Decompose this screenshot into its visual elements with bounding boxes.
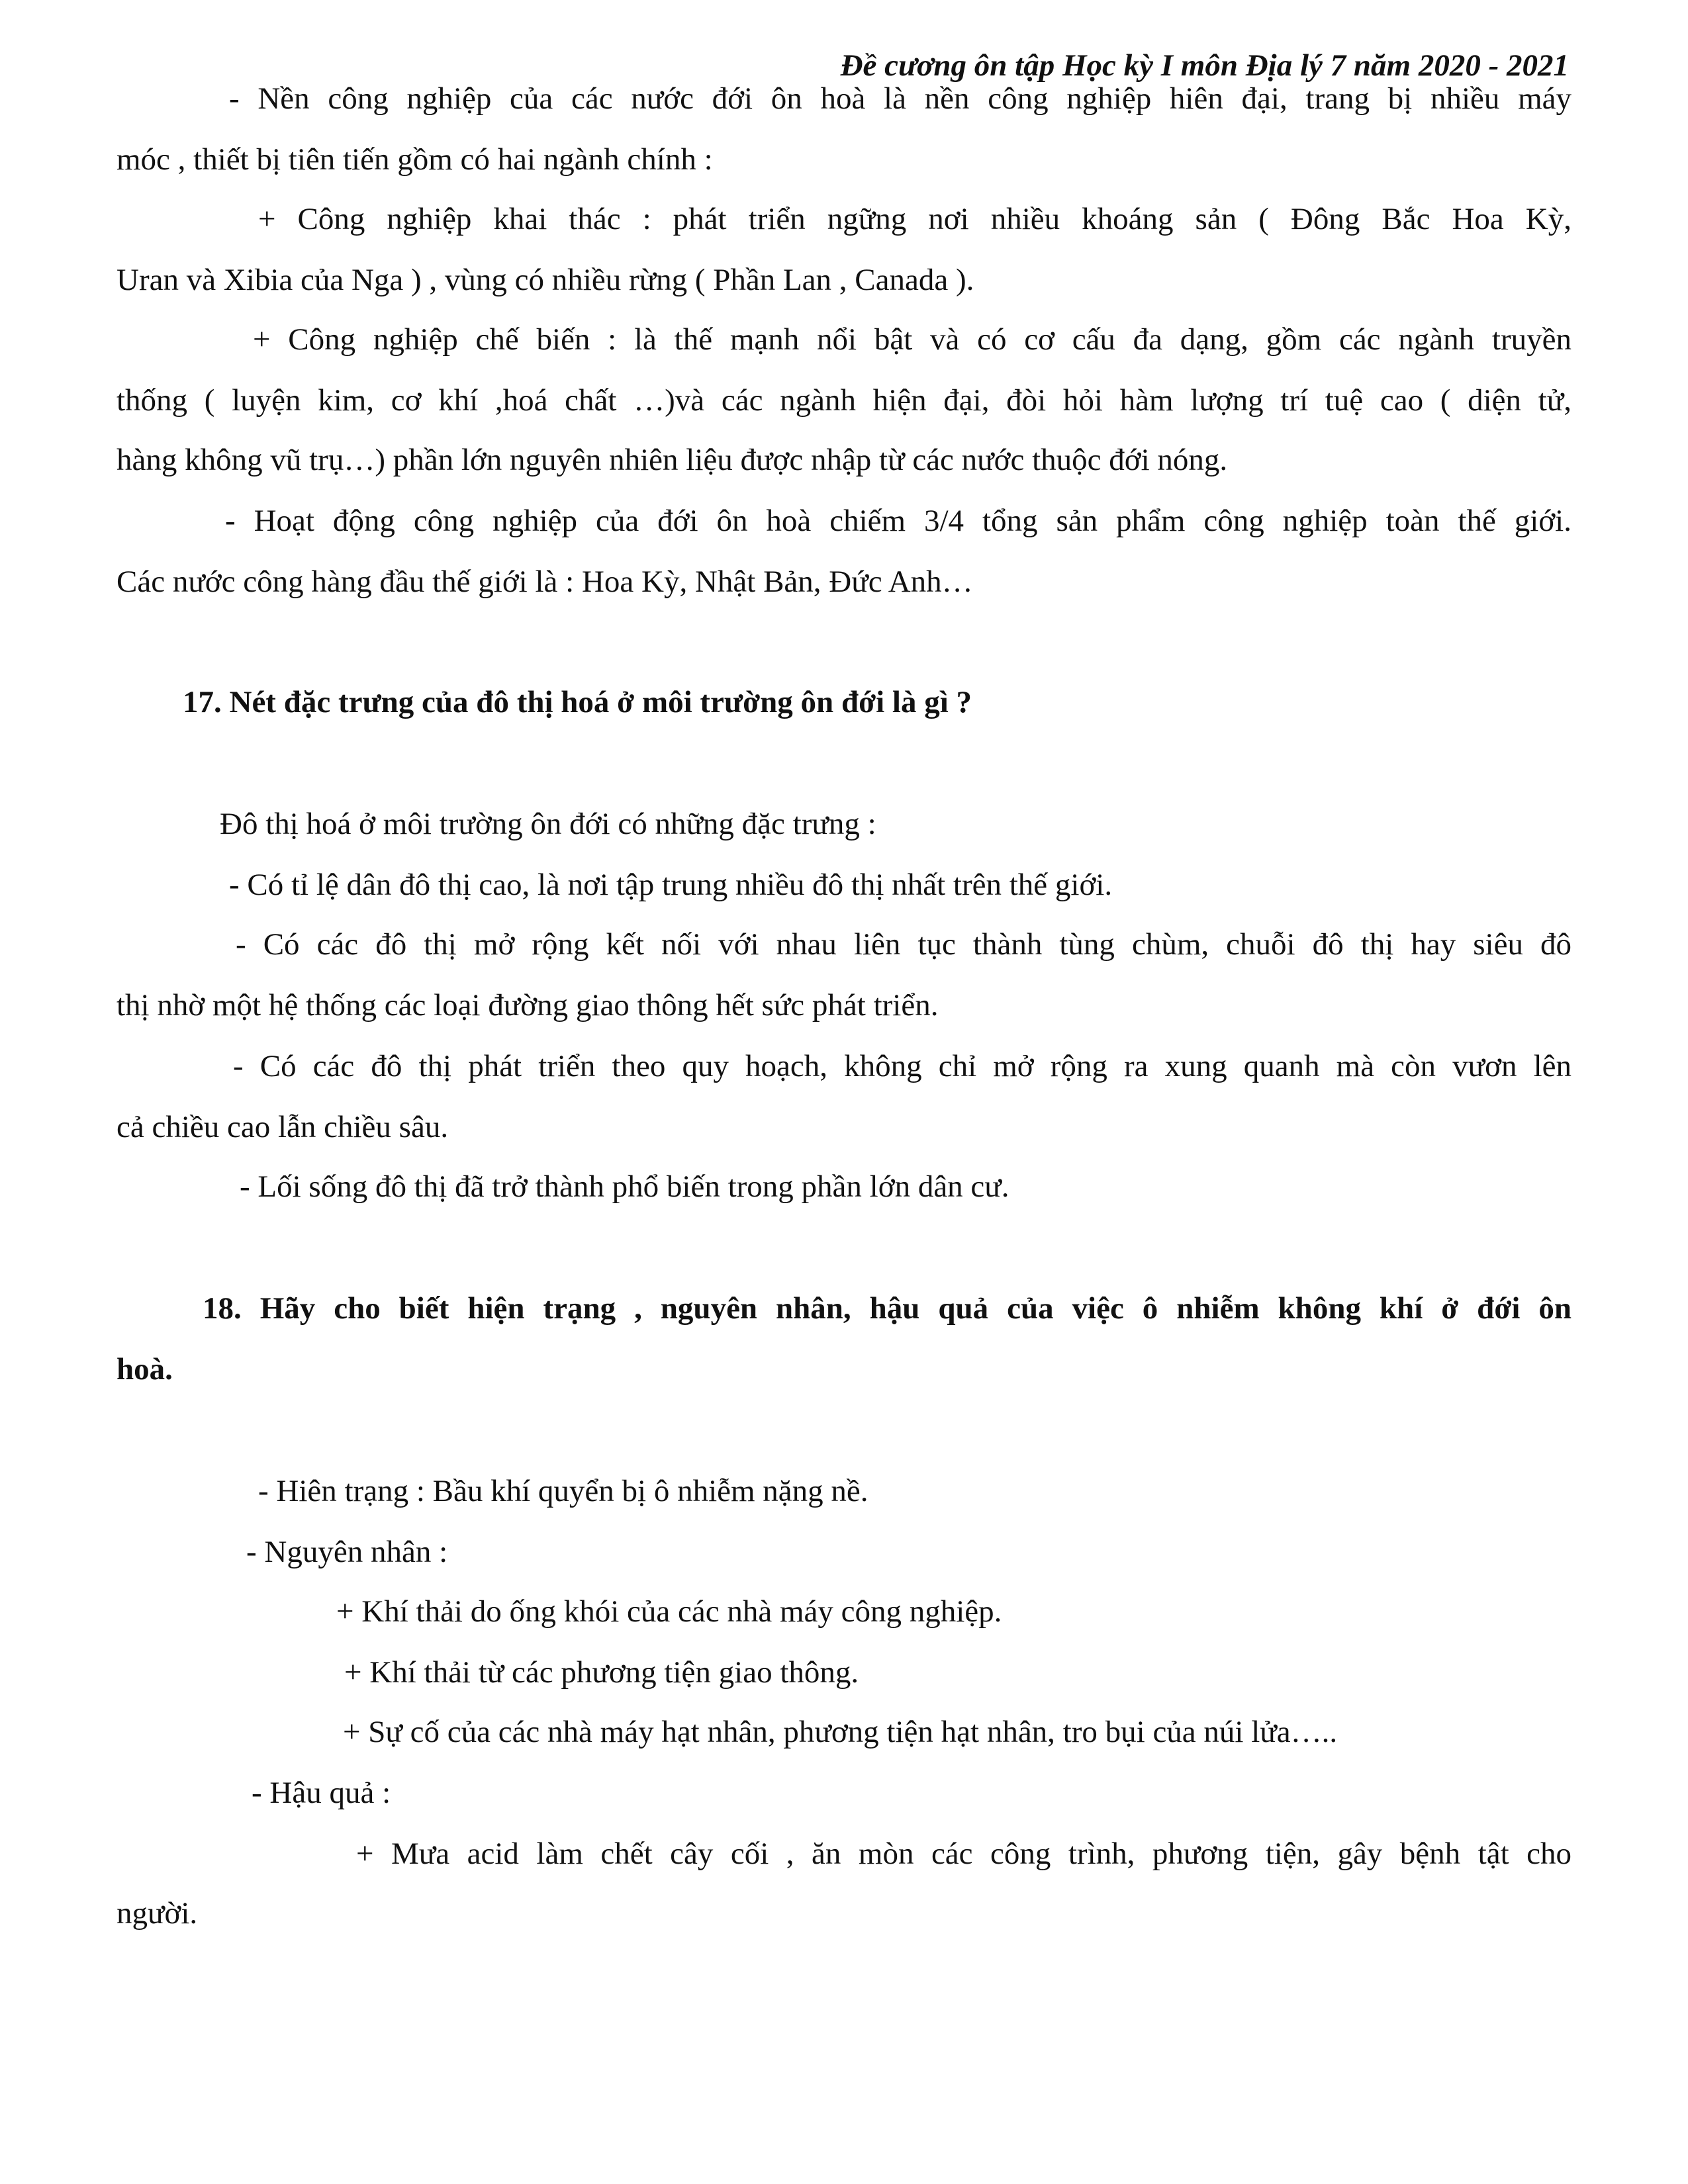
paragraph-line: + Khí thải do ống khói của các nhà máy công nghiệp. xyxy=(336,1594,1002,1629)
paragraph-line: - Có các đô thị mở rộng kết nối với nhau liên tục thành tùng chùm, chuỗi đô thị hay siêu đô xyxy=(236,927,1571,962)
paragraph-line: người. xyxy=(117,1896,198,1931)
paragraph-line: - Hiên trạng : Bầu khí quyển bị ô nhiễm nặng nề. xyxy=(258,1474,868,1508)
paragraph-line: - Có tỉ lệ dân đô thị cao, là nơi tập trung nhiều đô thị nhất trên thế giới. xyxy=(229,868,1113,902)
paragraph-line: Uran và Xibia của Nga ) , vùng có nhiều rừng ( Phần Lan , Canada ). xyxy=(117,263,974,297)
paragraph-line: - Hậu quả : xyxy=(252,1776,391,1810)
paragraph-line: + Sự cố của các nhà máy hạt nhân, phương tiện hạt nhân, tro bụi của núi lửa….. xyxy=(343,1715,1338,1749)
paragraph-line: Các nước công hàng đầu thế giới là : Hoa Kỳ, Nhật Bản, Đức Anh… xyxy=(117,565,973,599)
paragraph-line: thị nhờ một hệ thống các loại đường giao thông hết sức phát triển. xyxy=(117,988,939,1023)
paragraph-line: hàng không vũ trụ…) phần lớn nguyên nhiên liệu được nhập từ các nước thuộc đới nóng. xyxy=(117,443,1228,477)
paragraph-line: móc , thiết bị tiên tiến gồm có hai ngành chính : xyxy=(117,142,713,177)
paragraph-line: - Có các đô thị phát triển theo quy hoạch, không chỉ mở rộng ra xung quanh mà còn vươn lên xyxy=(233,1049,1571,1083)
paragraph-line: thống ( luyện kim, cơ khí ,hoá chất …)và các ngành hiện đại, đòi hỏi hàm lượng trí tuệ cao ( diện tử, xyxy=(117,383,1571,418)
document-header: Đề cương ôn tập Học kỳ I môn Địa lý 7 năm 2020 - 2021 xyxy=(840,48,1569,83)
paragraph-line: - Lối sống đô thị đã trở thành phổ biến trong phần lớn dân cư. xyxy=(240,1169,1009,1204)
question-17-heading: 17. Nét đặc trưng của đô thị hoá ở môi trường ôn đới là gì ? xyxy=(183,685,972,719)
question-18-heading: 18. Hãy cho biết hiện trạng , nguyên nhân, hậu quả của việc ô nhiễm không khí ở đới ôn xyxy=(203,1291,1571,1326)
paragraph-line: - Nguyên nhân : xyxy=(246,1535,448,1569)
paragraph-line: + Công nghiệp khai thác : phát triển ngững nơi nhiều khoáng sản ( Đông Bắc Hoa Kỳ, xyxy=(258,202,1571,236)
paragraph-line: + Khí thải từ các phương tiện giao thông. xyxy=(344,1655,859,1690)
paragraph-line: cả chiều cao lẫn chiều sâu. xyxy=(117,1110,449,1144)
paragraph-line: + Mưa acid làm chết cây cối , ăn mòn các công trình, phương tiện, gây bệnh tật cho xyxy=(356,1837,1571,1871)
paragraph-line: + Công nghiệp chế biến : là thế mạnh nổi bật và có cơ cấu đa dạng, gồm các ngành truyền xyxy=(253,322,1571,357)
paragraph-line: - Hoạt động công nghiệp của đới ôn hoà chiếm 3/4 tổng sản phẩm công nghiệp toàn thế giới. xyxy=(225,504,1571,538)
question-18-heading-cont: hoà. xyxy=(117,1352,173,1387)
paragraph-line: - Nền công nghiệp của các nước đới ôn hoà là nền công nghiệp hiên đại, trang bị nhiều máy xyxy=(229,81,1571,116)
paragraph-line: Đô thị hoá ở môi trường ôn đới có những đặc trưng : xyxy=(220,807,876,841)
